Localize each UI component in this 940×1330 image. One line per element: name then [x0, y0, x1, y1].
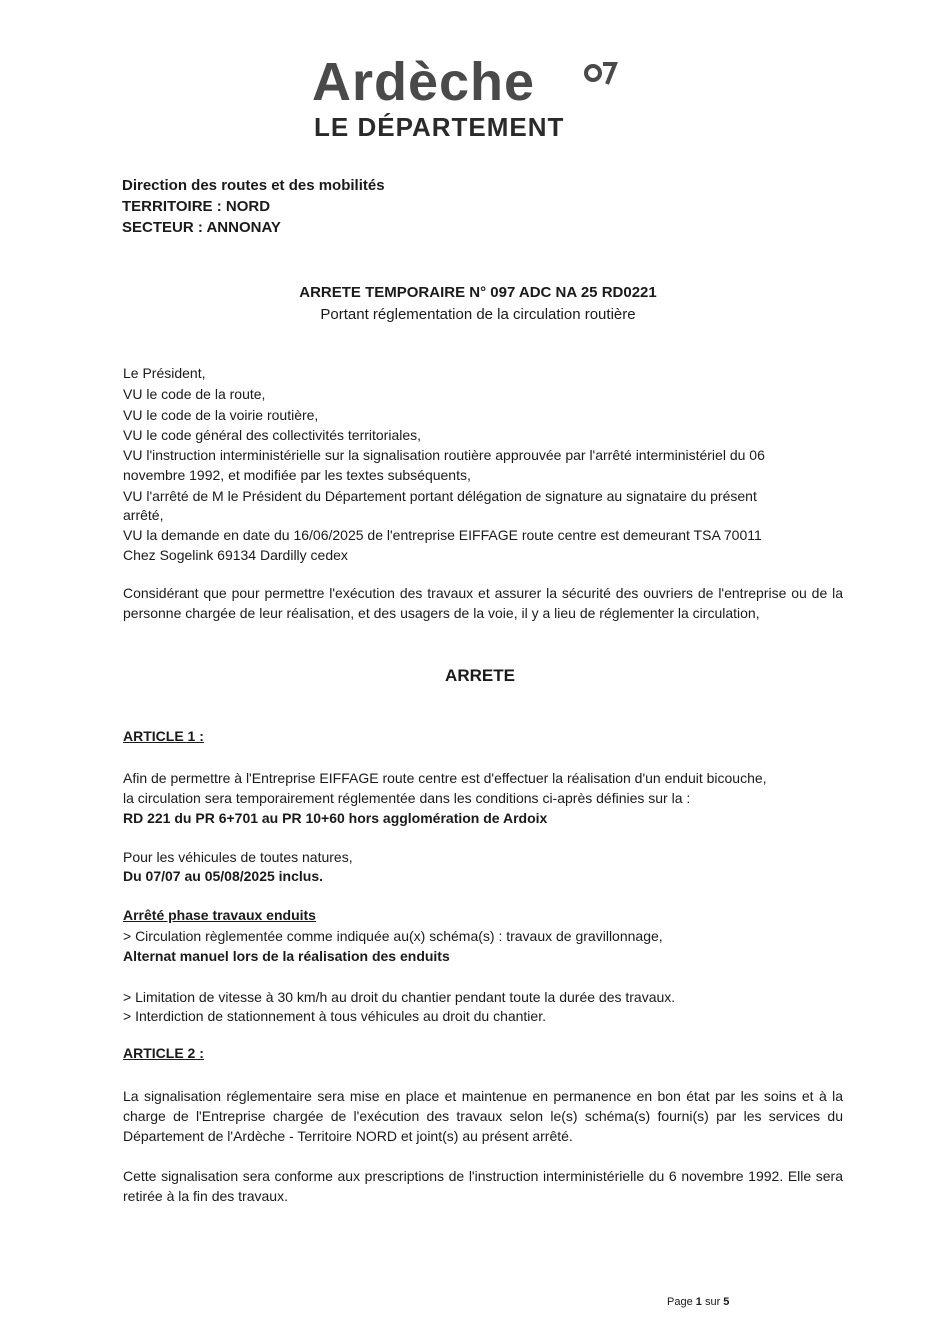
page-prefix: Page	[667, 1296, 693, 1308]
article-1-alternat: Alternat manuel lors de la réalisation des enduits	[123, 948, 450, 964]
preamble-line: VU le code de la route,	[123, 386, 266, 402]
preamble-line: arrêté,	[123, 507, 164, 523]
article-1-no-parking: > Interdiction de stationnement à tous véhicules au droit du chantier.	[123, 1008, 546, 1024]
article-2-paragraph: La signalisation réglementaire sera mise en place et maintenue en permanence en bon état par les soins et à la charge de l'Entreprise chargée de l'exécution des travaux selon le(s) schéma(s) fourni(s) par les services du Département de l'Ardèche - Territoire NORD et joint(s) au présent arrêté.	[123, 1088, 843, 1144]
article-1-vehicles: Pour les véhicules de toutes natures,	[123, 849, 353, 865]
preamble-line: novembre 1992, et modifiée par les textes subséquents,	[123, 467, 471, 483]
article-1-intro: Afin de permettre à l'Entreprise EIFFAGE route centre est d'effectuer la réalisation d'un enduit bicouche,	[123, 770, 767, 786]
page-separator: sur	[704, 1296, 721, 1308]
preamble-line: VU le code de la voirie routière,	[123, 407, 319, 423]
preamble-line: VU l'instruction interministérielle sur la signalisation routière approuvée par l'arrêté interministériel du 06	[123, 447, 765, 463]
page-number	[667, 1296, 729, 1308]
preamble-line: VU la demande en date du 16/06/2025 de l'entreprise EIFFAGE route centre est demeurant TSA 70011	[123, 527, 762, 543]
document-title: ARRETE TEMPORAIRE N° 097 ADC NA 25 RD0221	[299, 284, 657, 301]
article-2-heading: ARTICLE 2 :	[123, 1045, 204, 1061]
article-1-location: RD 221 du PR 6+701 au PR 10+60 hors agglomération de Ardoix	[123, 810, 548, 826]
article-1-intro: la circulation sera temporairement réglementée dans les conditions ci-après définies sur la :	[123, 790, 691, 806]
page-current: 1	[695, 1296, 702, 1308]
preamble-line: VU le code général des collectivités territoriales,	[123, 427, 422, 443]
article-1-phase-line: > Circulation règlementée comme indiquée au(x) schéma(s) : travaux de gravillonnage,	[123, 928, 663, 944]
preamble-line: VU l'arrêté de M le Président du Département portant délégation de signature au signataire du présent	[123, 488, 757, 504]
article-1-heading: ARTICLE 1 :	[123, 728, 204, 744]
preamble-line: Le Président,	[123, 365, 206, 381]
territoire-label: TERRITOIRE : NORD	[122, 198, 271, 215]
article-2-paragraph: Cette signalisation sera conforme aux prescriptions de l'instruction interministérielle du 6 novembre 1992. Elle sera retirée à la fin des travaux.	[123, 1168, 843, 1204]
logo-subtitle: LE DÉPARTEMENT	[314, 112, 565, 142]
arrete-heading: ARRETE	[445, 666, 515, 685]
logo-name: Ardèche	[312, 52, 536, 112]
secteur-label: SECTEUR : ANNONAY	[122, 219, 281, 236]
preamble-line: Chez Sogelink 69134 Dardilly cedex	[123, 547, 348, 563]
header-block	[122, 175, 385, 238]
considerant-paragraph: Considérant que pour permettre l'exécution des travaux et assurer la sécurité des ouvriers de l'entreprise ou de la personne chargée de leur réalisation, et des usagers de la voie, il y a lieu de réglementer la circulation,	[123, 585, 843, 621]
page-total: 5	[723, 1296, 730, 1308]
logo-07-icon	[583, 58, 619, 88]
article-1-speed-limit: > Limitation de vitesse à 30 km/h au droit du chantier pendant toute la durée des travaux.	[123, 989, 676, 1005]
document-subtitle: Portant réglementation de la circulation routière	[320, 306, 636, 323]
article-1-phase-heading: Arrêté phase travaux enduits	[123, 907, 316, 923]
article-1-dates: Du 07/07 au 05/08/2025 inclus.	[123, 868, 324, 884]
direction-label: Direction des routes et des mobilités	[122, 177, 385, 194]
